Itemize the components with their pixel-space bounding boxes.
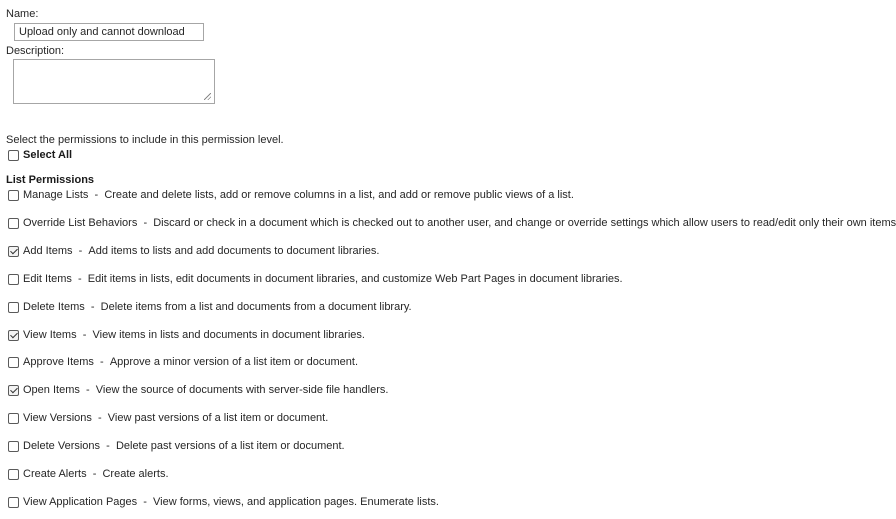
permission-separator: -	[93, 356, 110, 368]
permission-row-delete-items	[23, 301, 412, 314]
permission-row-override-list-behaviors	[23, 217, 896, 230]
permission-description: Discard or check in a document which is checked out to another user, and change or override settings which allow users to read/edit only their own items	[153, 217, 896, 229]
description-field-wrapper	[13, 59, 213, 102]
permission-row-approve-items	[23, 356, 358, 369]
permission-description: View items in lists and documents in document libraries.	[92, 329, 365, 341]
permission-description: View the source of documents with server-side file handlers.	[95, 384, 389, 396]
name-input[interactable]	[14, 23, 204, 41]
permission-name[interactable]: Manage Lists	[23, 189, 89, 201]
permission-separator: -	[72, 245, 89, 257]
permission-description: View forms, views, and application pages. Enumerate lists.	[153, 496, 439, 508]
permission-name[interactable]: Delete Items	[23, 301, 85, 313]
permission-name[interactable]: Override List Behaviors	[23, 217, 138, 229]
permission-description: View past versions of a list item or document.	[107, 412, 329, 424]
permission-row-add-items	[23, 245, 379, 258]
permission-description: Delete past versions of a list item or document.	[115, 440, 345, 452]
permission-name[interactable]: Edit Items	[23, 273, 72, 285]
permission-description: Create alerts.	[102, 468, 169, 480]
checkbox-edit-items[interactable]	[8, 274, 19, 285]
permission-row-edit-items	[23, 273, 623, 286]
permissions-prompt: Select the permissions to include in this permission level.	[6, 134, 284, 146]
permission-name[interactable]: Approve Items	[23, 356, 94, 368]
permission-separator: -	[86, 468, 103, 480]
permission-separator: -	[76, 329, 93, 341]
checkbox-open-items[interactable]	[8, 385, 19, 396]
name-label: Name:	[6, 8, 39, 20]
permission-name[interactable]: Delete Versions	[23, 440, 101, 452]
permission-name[interactable]: View Items	[23, 329, 77, 341]
list-permissions-heading: List Permissions	[6, 174, 95, 186]
permission-name[interactable]: Add Items	[23, 245, 73, 257]
permission-description: Add items to lists and add documents to document libraries.	[88, 245, 380, 257]
checkbox-manage-lists[interactable]	[8, 190, 19, 201]
permission-description: Approve a minor version of a list item or document.	[109, 356, 359, 368]
permission-description: Create and delete lists, add or remove columns in a list, and add or remove public views of a list.	[104, 189, 574, 201]
checkbox-approve-items[interactable]	[8, 357, 19, 368]
permission-description: Delete items from a list and documents from a document library.	[100, 301, 412, 313]
permission-row-view-application-pages	[23, 496, 439, 509]
permission-row-open-items	[23, 384, 388, 397]
checkbox-delete-items[interactable]	[8, 302, 19, 313]
permission-separator: -	[100, 440, 116, 452]
checkbox-view-items[interactable]	[8, 330, 19, 341]
permission-row-delete-versions	[23, 440, 345, 453]
checkbox-view-application-pages[interactable]	[8, 497, 19, 508]
permission-name[interactable]: Open Items	[23, 384, 80, 396]
permission-separator: -	[71, 273, 88, 285]
permission-row-view-items	[23, 329, 365, 342]
permission-name[interactable]: View Application Pages	[23, 496, 138, 508]
checkbox-override-list-behaviors[interactable]	[8, 218, 19, 229]
description-textarea[interactable]	[13, 59, 215, 104]
select-all-label[interactable]: Select All	[23, 149, 73, 161]
select-all-checkbox[interactable]	[8, 150, 19, 161]
permission-row-view-versions	[23, 412, 328, 425]
permission-separator: -	[91, 412, 108, 424]
permission-name[interactable]: View Versions	[23, 412, 92, 424]
description-label: Description:	[6, 45, 65, 57]
permission-description: Edit items in lists, edit documents in document libraries, and customize Web Part Pages in document libraries.	[87, 273, 623, 285]
permission-separator: -	[79, 384, 96, 396]
permission-row-manage-lists	[23, 189, 574, 202]
permission-row-create-alerts	[23, 468, 169, 481]
checkbox-delete-versions[interactable]	[8, 441, 19, 452]
permission-separator: -	[137, 217, 154, 229]
permission-separator: -	[88, 189, 105, 201]
checkbox-create-alerts[interactable]	[8, 469, 19, 480]
checkbox-view-versions[interactable]	[8, 413, 19, 424]
permission-separator: -	[84, 301, 101, 313]
permission-name[interactable]: Create Alerts	[23, 468, 87, 480]
permission-separator: -	[137, 496, 154, 508]
resize-grip-icon[interactable]	[204, 93, 211, 100]
checkbox-add-items[interactable]	[8, 246, 19, 257]
